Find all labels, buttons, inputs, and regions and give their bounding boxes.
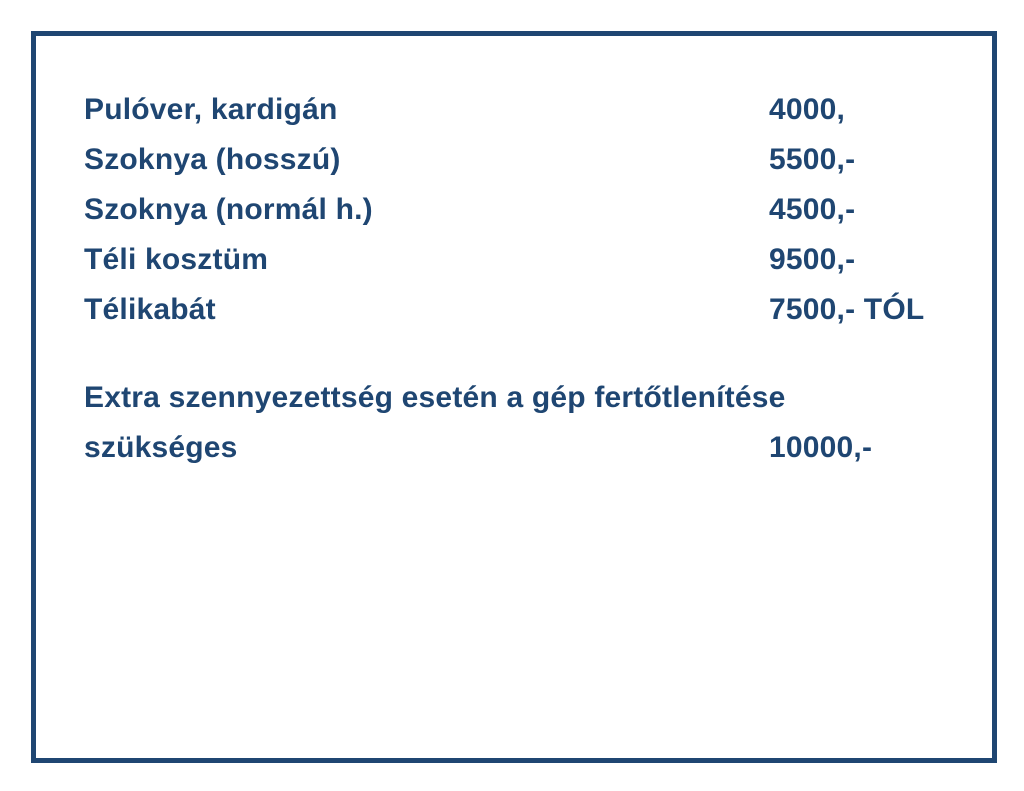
extra-charge-price: 10000,- [769, 431, 873, 464]
item-name: Szoknya (normál h.) [84, 193, 373, 226]
item-name: Szoknya (hosszú) [84, 143, 341, 176]
item-price: 7500,- TÓL [769, 293, 925, 326]
item-price: 5500,- [769, 143, 856, 176]
price-row [84, 188, 984, 238]
extra-charge-line2: szükséges [84, 431, 238, 464]
item-price: 4500,- [769, 193, 856, 226]
extra-charge-line1: Extra szennyezettség esetén a gép fertőtlenítése [84, 381, 786, 414]
price-row [84, 138, 984, 188]
item-name: Téli kosztüm [84, 243, 269, 276]
item-name: Télikabát [84, 293, 216, 326]
price-list [84, 88, 984, 476]
extra-charge-row [84, 426, 984, 476]
item-price: 4000, [769, 93, 846, 126]
price-row [84, 288, 984, 338]
item-name: Pulóver, kardigán [84, 93, 338, 126]
price-row [84, 238, 984, 288]
item-price: 9500,- [769, 243, 856, 276]
extra-charge-note [84, 376, 984, 476]
price-row [84, 88, 984, 138]
